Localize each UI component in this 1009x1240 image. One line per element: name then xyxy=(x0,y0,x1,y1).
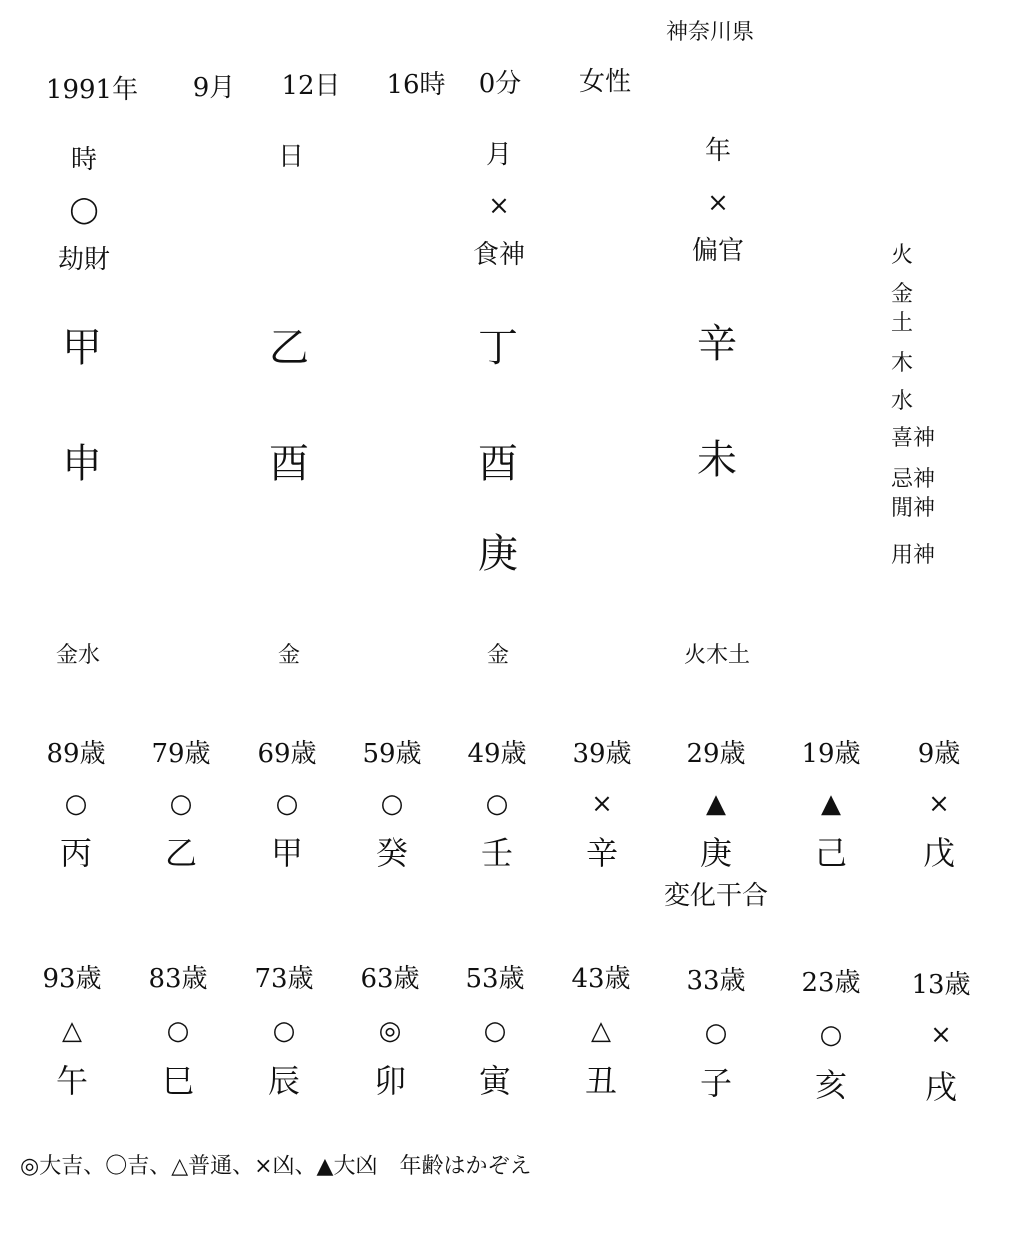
luck-branch-age: 13歳 xyxy=(911,970,971,1000)
pillar-branch-day: 酉 xyxy=(269,441,309,487)
pillar-header-month: 月 xyxy=(485,140,513,170)
location-label: 神奈川県 xyxy=(665,20,755,45)
luck-stem: 己 xyxy=(814,834,848,872)
pillar-mark-hour: ◯ xyxy=(69,195,99,225)
side-element-wood: 木 xyxy=(891,351,914,376)
birth-hour: 16時 xyxy=(386,70,446,100)
side-element-fire: 火 xyxy=(891,243,914,268)
luck-branch: 戌 xyxy=(924,1068,958,1106)
side-element-metal: 金 xyxy=(891,282,914,307)
luck-stem-mark: ▲ xyxy=(821,789,841,819)
side-god-neutral: 閒神 xyxy=(891,496,936,521)
gender: 女性 xyxy=(578,67,632,97)
side-god-favorable: 喜神 xyxy=(891,426,936,451)
luck-branch-mark: △ xyxy=(62,1016,82,1046)
luck-stem: 壬 xyxy=(480,834,514,872)
luck-stem: 癸 xyxy=(375,834,409,872)
luck-branch-mark: ○ xyxy=(272,1016,296,1046)
legend: ◎大吉、〇吉、△普通、×凶、▲大凶 年齢はかぞえ xyxy=(20,1154,532,1179)
luck-branch-mark: ○ xyxy=(819,1020,843,1050)
luck-stem-mark: ○ xyxy=(380,789,404,819)
pillar-hidden-stem-month: 庚 xyxy=(478,531,518,577)
pillar-stem-hour: 甲 xyxy=(62,325,102,371)
luck-branch-age: 53歳 xyxy=(465,964,525,994)
luck-branch-mark: ○ xyxy=(704,1018,728,1048)
luck-branch-mark: △ xyxy=(591,1016,611,1046)
luck-stem-mark: ○ xyxy=(64,789,88,819)
pillar-god-year: 偏官 xyxy=(691,236,745,266)
luck-stem: 乙 xyxy=(164,834,198,872)
pillar-header-day: 日 xyxy=(277,142,305,172)
luck-stem-age: 19歳 xyxy=(801,739,861,769)
luck-branch: 巳 xyxy=(161,1062,195,1100)
luck-stem: 甲 xyxy=(270,834,304,872)
side-element-water: 水 xyxy=(891,389,914,414)
luck-branch: 子 xyxy=(699,1064,733,1102)
pillar-stem-day: 乙 xyxy=(269,325,309,371)
birth-month: 9月 xyxy=(192,73,236,103)
luck-branch: 丑 xyxy=(584,1062,618,1100)
luck-stem-age: 39歳 xyxy=(572,739,632,769)
luck-branch: 寅 xyxy=(478,1062,512,1100)
luck-stem: 辛 xyxy=(585,834,619,872)
luck-branch-age: 43歳 xyxy=(571,964,631,994)
luck-branch-age: 83歳 xyxy=(148,964,208,994)
luck-branch: 午 xyxy=(55,1062,89,1100)
pillar-god-month: 食神 xyxy=(472,240,526,270)
luck-stem-age: 89歳 xyxy=(46,739,106,769)
pillar-branch-hour: 申 xyxy=(62,441,102,487)
pillar-stem-month: 丁 xyxy=(478,325,518,371)
birth-minute: 0分 xyxy=(478,69,522,99)
luck-stem-mark: ○ xyxy=(485,789,509,819)
luck-stem-mark: × xyxy=(928,789,950,819)
luck-branch-mark: ○ xyxy=(166,1016,190,1046)
luck-stem-age: 49歳 xyxy=(467,739,527,769)
luck-branch-mark: ○ xyxy=(483,1016,507,1046)
pillar-element-hour: 金水 xyxy=(55,643,101,668)
luck-stem-age: 9歳 xyxy=(917,739,961,769)
side-god-unfavorable: 忌神 xyxy=(891,467,936,492)
luck-branch-age: 73歳 xyxy=(254,964,314,994)
luck-branch: 卯 xyxy=(373,1062,407,1100)
pillar-mark-year: × xyxy=(707,188,729,218)
pillar-god-hour: 劫財 xyxy=(57,245,111,275)
luck-stem-note: 変化干合 xyxy=(663,881,769,911)
luck-branch: 亥 xyxy=(814,1066,848,1104)
pillar-stem-year: 辛 xyxy=(697,321,737,367)
luck-branch-mark: × xyxy=(930,1020,952,1050)
pillar-mark-month: × xyxy=(488,191,510,221)
pillar-header-year: 年 xyxy=(704,136,732,166)
luck-stem-age: 79歳 xyxy=(151,739,211,769)
birth-day: 12日 xyxy=(281,71,341,101)
side-element-earth: 土 xyxy=(891,311,914,336)
luck-branch-age: 93歳 xyxy=(42,964,102,994)
luck-branch-mark: ◎ xyxy=(378,1016,402,1046)
pillar-element-day: 金 xyxy=(277,643,301,668)
luck-stem-age: 69歳 xyxy=(257,739,317,769)
side-god-useful: 用神 xyxy=(891,543,936,568)
pillar-branch-year: 未 xyxy=(697,437,737,483)
luck-stem-mark: ○ xyxy=(275,789,299,819)
pillar-branch-month: 酉 xyxy=(478,441,518,487)
luck-branch-age: 63歳 xyxy=(360,964,420,994)
luck-stem: 丙 xyxy=(59,834,93,872)
luck-branch-age: 33歳 xyxy=(686,966,746,996)
luck-stem-age: 59歳 xyxy=(362,739,422,769)
pillar-header-hour: 時 xyxy=(70,145,98,175)
luck-stem-mark: ○ xyxy=(169,789,193,819)
birth-year: 1991年 xyxy=(45,75,139,105)
luck-branch-age: 23歳 xyxy=(801,968,861,998)
luck-stem-mark: × xyxy=(591,789,613,819)
luck-stem: 戊 xyxy=(922,834,956,872)
pillar-element-year: 火木土 xyxy=(683,643,751,668)
luck-stem-mark: ▲ xyxy=(706,789,726,819)
luck-branch: 辰 xyxy=(267,1062,301,1100)
pillar-element-month: 金 xyxy=(486,643,510,668)
luck-stem: 庚 xyxy=(699,834,733,872)
luck-stem-age: 29歳 xyxy=(686,739,746,769)
